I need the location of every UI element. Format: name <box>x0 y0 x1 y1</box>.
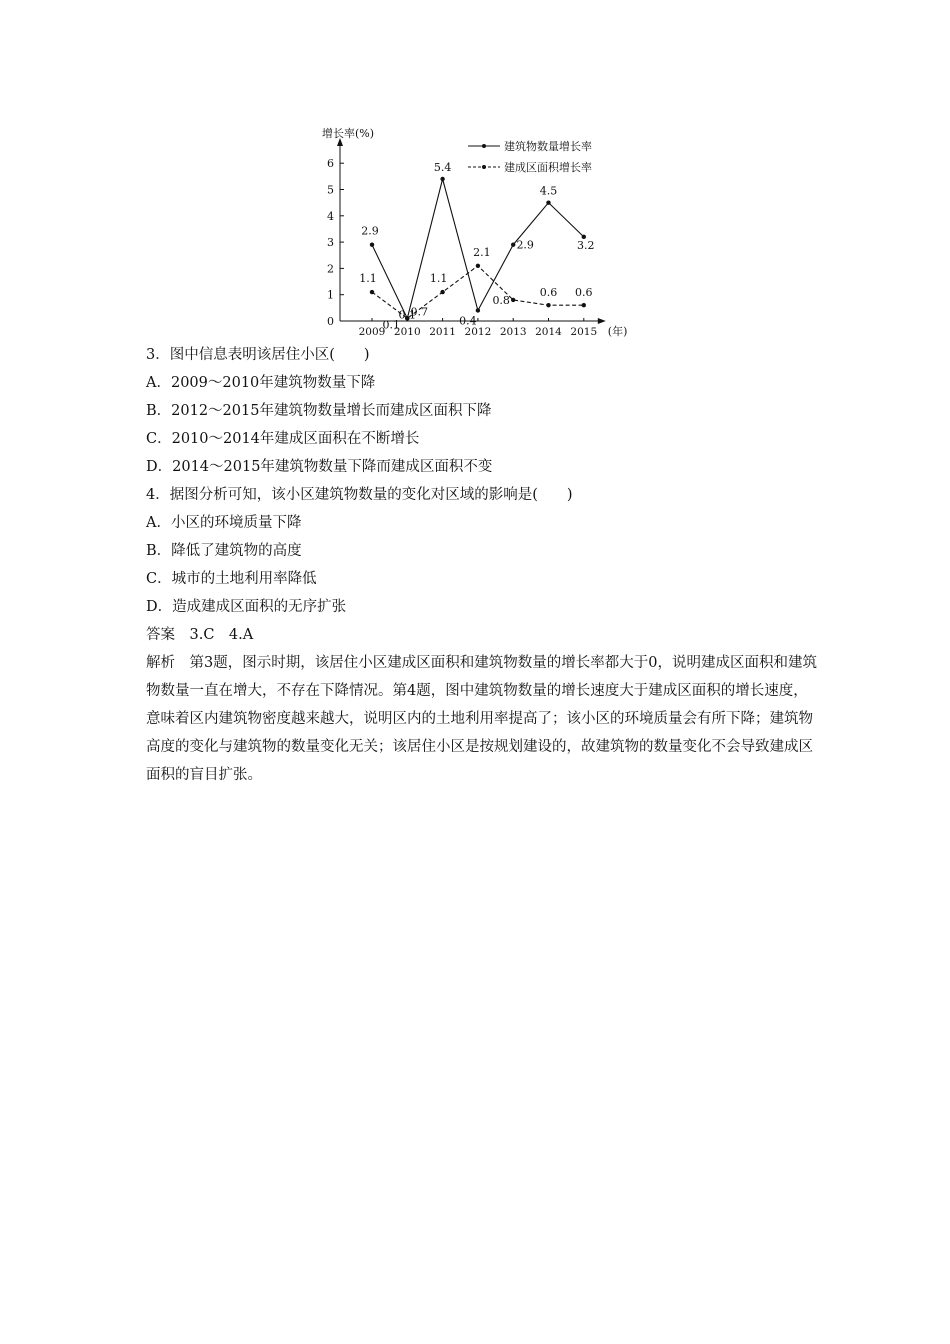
x-axis-unit: (年) <box>607 325 628 338</box>
growth-rate-line-chart <box>318 122 630 344</box>
data-point <box>546 200 550 204</box>
data-point <box>476 264 480 268</box>
data-point <box>440 290 444 294</box>
data-point <box>511 243 515 247</box>
data-point <box>370 243 374 247</box>
data-label: 2.9 <box>516 238 534 252</box>
data-label: 0.4 <box>459 314 477 328</box>
x-axis-arrow <box>598 318 606 324</box>
question-4-option-b: B．降低了建筑物的高度 <box>146 543 302 559</box>
data-label: 2.1 <box>473 245 491 259</box>
question-3-option-c: C．2010～2014年建成区面积在不断增长 <box>146 431 420 447</box>
data-point <box>476 308 480 312</box>
data-label: 5.4 <box>433 160 452 174</box>
y-tick-label: 5 <box>327 183 334 197</box>
question-4-option-a: A．小区的环境质量下降 <box>146 515 302 531</box>
legend-marker-solid <box>482 144 486 148</box>
data-label: 0.1 <box>382 318 401 332</box>
legend-label-0: 建筑物数量增长率 <box>504 140 592 153</box>
y-tick-label: 4 <box>327 209 334 223</box>
y-tick-label: 6 <box>327 157 334 171</box>
question-3-option-a: A．2009～2010年建筑物数量下降 <box>146 375 376 391</box>
data-label: 0.6 <box>539 286 558 300</box>
data-label: 0.6 <box>575 286 593 300</box>
x-tick-label: 2011 <box>429 326 456 338</box>
data-point <box>370 290 374 294</box>
x-tick-label: 2014 <box>535 326 562 338</box>
x-tick-label: 2012 <box>464 326 492 338</box>
data-label: 0.7 <box>410 305 429 319</box>
data-label: 0.8 <box>492 293 510 307</box>
y-tick-label: 0 <box>327 315 334 328</box>
x-tick-label: 2010 <box>393 326 421 338</box>
question-3-option-b: B．2012～2015年建筑物数量增长而建成区面积下降 <box>146 403 492 419</box>
data-point <box>546 303 550 307</box>
y-axis-label: 增长率(%) <box>322 127 375 140</box>
y-ticks <box>327 157 344 328</box>
question-3-option-d: D．2014～2015年建筑物数量下降而建成区面积不变 <box>146 459 493 475</box>
analysis-paragraph: 解析 第3题，图示时期，该居住小区建成区面积和建筑物数量的增长率都大于0，说明建成区面积和建筑物数量一直在增大，不存在下降情况。第4题，图中建筑物数量的增长速度大于建成区面积的增长速度，意味着区内建筑物密度越来越大，说明区内的土地利用率提高了；该小区的环境质量会有所下降；建筑物高度的变化与建筑物的数量变化无关；该居住小区是按规划建设的，故建筑物的数量变化不会导致建成区面积的盲目扩张。 <box>146 655 817 783</box>
y-tick-label: 1 <box>327 288 334 302</box>
y-tick-label: 3 <box>327 236 334 250</box>
chart-legend <box>468 139 592 174</box>
y-tick-label: 2 <box>327 262 334 276</box>
legend-label-1: 建成区面积增长率 <box>504 161 592 174</box>
data-point <box>440 177 444 181</box>
data-point <box>511 298 515 302</box>
data-label: 4.5 <box>539 184 558 198</box>
answer-line: 答案 3.C 4.A <box>146 627 254 643</box>
data-label: 2.9 <box>361 224 379 238</box>
x-tick-label: 2009 <box>358 326 386 338</box>
data-label: 1.1 <box>359 272 377 286</box>
question-3-stem: 3．图中信息表明该居住小区( ) <box>146 347 370 363</box>
data-point <box>582 303 586 307</box>
legend-marker-dashed <box>482 165 486 169</box>
question-4-option-c: C．城市的土地利用率降低 <box>146 571 317 587</box>
x-tick-label: 2015 <box>570 326 598 338</box>
question-4-option-d: D．造成建成区面积的无序扩张 <box>146 599 347 615</box>
question-4-stem: 4．据图分析可知，该小区建筑物数量的变化对区域的影响是( ) <box>146 487 573 503</box>
data-label: 0.1 <box>398 308 417 322</box>
data-label: 1.1 <box>429 272 448 286</box>
data-label: 3.2 <box>577 238 595 252</box>
x-tick-label: 2013 <box>499 326 527 338</box>
